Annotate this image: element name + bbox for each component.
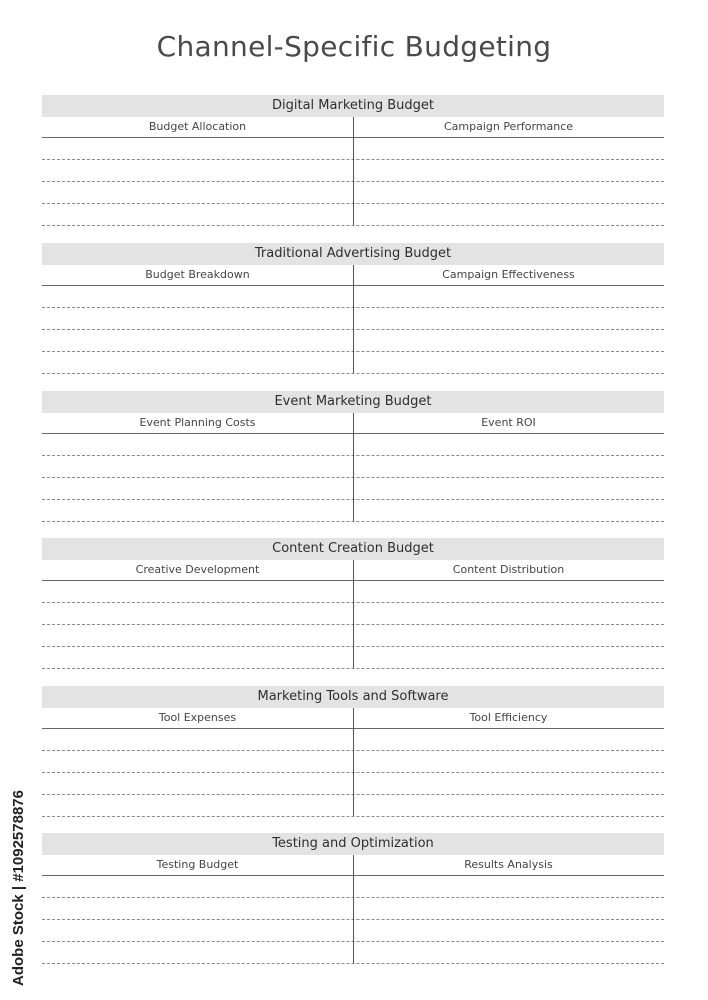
column-label-left: Testing Budget bbox=[156, 858, 239, 871]
budget-section bbox=[42, 686, 664, 817]
budget-section bbox=[42, 538, 664, 669]
section-heading: Testing and Optimization bbox=[42, 833, 664, 855]
column-divider bbox=[353, 708, 354, 816]
dashed-line bbox=[42, 373, 664, 374]
column-label-left: Creative Development bbox=[135, 563, 260, 576]
column-label-right: Event ROI bbox=[481, 416, 536, 429]
section-heading: Traditional Advertising Budget bbox=[42, 243, 664, 265]
dashed-line bbox=[42, 225, 664, 226]
column-label-left: Tool Expenses bbox=[158, 711, 237, 724]
column-divider bbox=[353, 413, 354, 521]
column-label-left: Event Planning Costs bbox=[139, 416, 256, 429]
column-label-right: Campaign Effectiveness bbox=[442, 268, 575, 281]
dashed-line bbox=[42, 816, 664, 817]
budget-section bbox=[42, 833, 664, 964]
column-label-right: Results Analysis bbox=[464, 858, 553, 871]
budget-section bbox=[42, 243, 664, 374]
column-label-right: Campaign Performance bbox=[443, 120, 574, 133]
section-heading: Digital Marketing Budget bbox=[42, 95, 664, 117]
column-label-left: Budget Allocation bbox=[148, 120, 247, 133]
column-divider bbox=[353, 560, 354, 668]
section-heading: Content Creation Budget bbox=[42, 538, 664, 560]
budget-section bbox=[42, 95, 664, 226]
budget-section bbox=[42, 391, 664, 522]
column-divider bbox=[353, 855, 354, 963]
column-label-right: Tool Efficiency bbox=[469, 711, 548, 724]
dashed-line bbox=[42, 668, 664, 669]
section-heading: Event Marketing Budget bbox=[42, 391, 664, 413]
dashed-line bbox=[42, 963, 664, 964]
column-divider bbox=[353, 265, 354, 373]
column-divider bbox=[353, 117, 354, 225]
section-heading: Marketing Tools and Software bbox=[42, 686, 664, 708]
watermark: Adobe Stock | #1092578876 bbox=[10, 790, 27, 986]
column-label-right: Content Distribution bbox=[452, 563, 565, 576]
dashed-line bbox=[42, 521, 664, 522]
column-label-left: Budget Breakdown bbox=[145, 268, 250, 281]
page-title: Channel-Specific Budgeting bbox=[156, 30, 552, 63]
